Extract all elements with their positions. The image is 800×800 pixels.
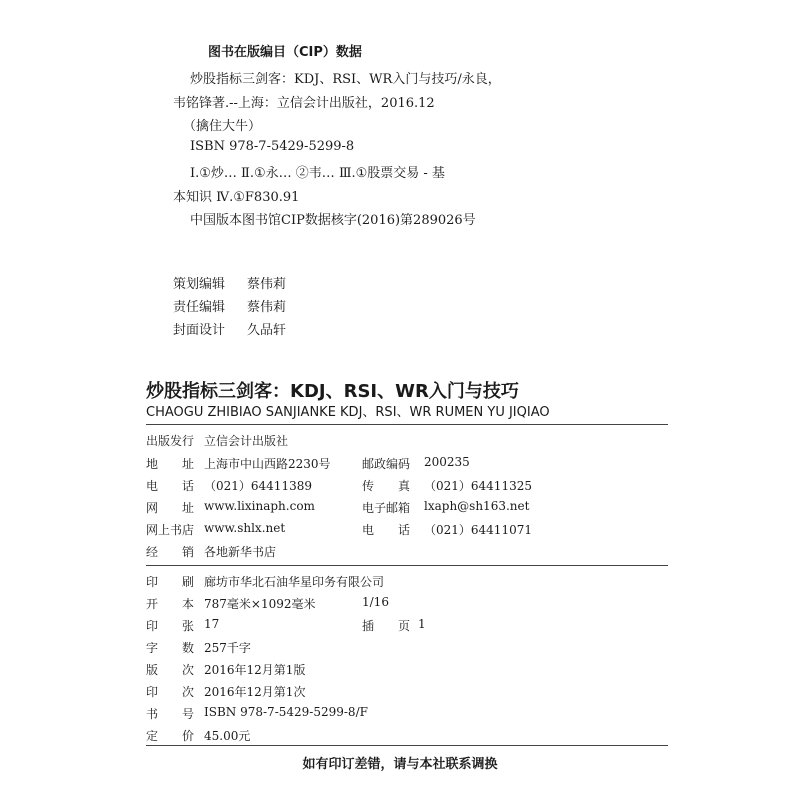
book-title: 炒股指标三剑客：KDJ、RSI、WR入门与技巧 [146,381,519,402]
field-value: 257千字 [204,641,251,655]
field-value: 787毫米×1092毫米 [204,597,316,611]
field-value: www.shlx.net [204,521,286,535]
book-title-pinyin: CHAOGU ZHIBIAO SANJIANKE KDJ、RSI、WR RUMEN YU JIQIAO [146,405,550,420]
field-label: 版 次 [146,663,195,677]
cip-line-4: ISBN 978-7-5429-5299-8 [190,139,355,154]
field-value: lxaph@sh163.net [424,499,530,513]
field-value: 17 [204,617,220,631]
field-label: 印 张 [146,619,195,633]
cip-line-6: 本知识 Ⅳ.①F830.91 [173,190,300,205]
staff-planning-editor [173,273,286,292]
field-label: 印 刷 [146,575,195,589]
field-label: 网 址 [146,501,195,515]
divider-top [146,424,668,425]
field-value: （021）64411389 [204,479,312,493]
field-label: 传 真 [362,479,411,493]
cip-line-2: 韦铭锋著.--上海：立信会计出版社，2016.12 [173,96,435,111]
field-label: 定 价 [146,729,195,743]
field-value: 2016年12月第1次 [204,685,306,699]
cip-line-5: Ⅰ.①炒… Ⅱ.①永… ②韦… Ⅲ.①股票交易 - 基 [190,166,445,181]
field-value: （021）64411325 [424,479,532,493]
field-label: 电 话 [146,479,195,493]
field-label: 邮政编码 [362,457,411,471]
staff-name: 蔡伟莉 [247,277,287,292]
field-value: 1/16 [362,595,389,609]
field-label: 经 销 [146,545,195,559]
cip-line-3: （擒住大牛） [183,119,262,134]
field-label: 网上书店 [146,523,195,537]
field-value: 200235 [424,455,470,469]
field-value: 45.00元 [204,729,251,743]
field-label: 书 号 [146,707,195,721]
field-value: （021）64411071 [424,523,532,537]
staff-role: 封面设计 [173,323,226,338]
field-value: 各地新华书店 [204,545,277,559]
staff-name: 蔡伟莉 [247,300,287,315]
field-value: ISBN 978-7-5429-5299-8/F [204,705,368,719]
field-label: 字 数 [146,641,195,655]
field-value: 廊坊市华北石油华星印务有限公司 [204,575,385,589]
cip-line-7: 中国版本图书馆CIP数据核字(2016)第289026号 [190,213,476,228]
staff-role: 策划编辑 [173,277,226,292]
divider-middle [146,565,668,566]
field-value: 立信会计出版社 [204,434,289,448]
staff-name: 久品轩 [247,323,287,338]
field-label: 插 页 [362,619,411,633]
field-value: 2016年12月第1版 [204,663,306,677]
field-label: 开 本 [146,597,195,611]
field-value: www.lixinaph.com [204,499,315,513]
staff-responsible-editor [173,296,286,315]
staff-cover-design [173,319,286,338]
field-label: 出版发行 [146,434,195,448]
cip-line-1: 炒股指标三剑客：KDJ、RSI、WR入门与技巧/永良， [190,72,501,87]
field-label: 电子邮箱 [362,501,411,515]
field-label: 地 址 [146,457,195,471]
divider-bottom [146,745,668,746]
field-value: 1 [418,617,426,631]
staff-role: 责任编辑 [173,300,226,315]
field-value: 上海市中山西路2230号 [204,457,331,471]
cip-heading: 图书在版编目（CIP）数据 [208,45,362,60]
field-label: 电 话 [362,523,411,537]
errata-notice: 如有印订差错，请与本社联系调换 [302,757,498,772]
field-label: 印 次 [146,685,195,699]
